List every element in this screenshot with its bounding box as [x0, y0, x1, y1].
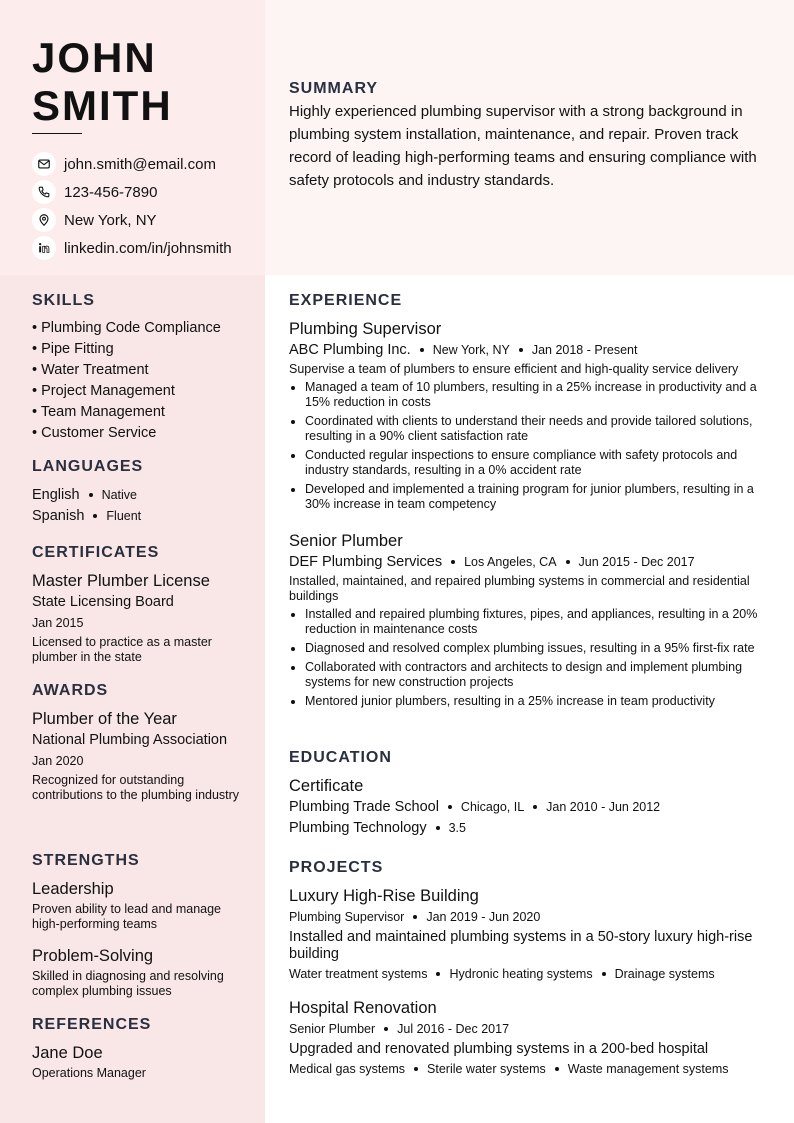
- project-tags: [289, 964, 774, 984]
- job-title: Senior Plumber: [289, 532, 403, 550]
- project-tags: [289, 1059, 774, 1079]
- phone-text: 123-456-7890: [64, 183, 158, 201]
- job-description: Installed, maintained, and repaired plumbing systems in commercial and residential buildings: [289, 574, 750, 603]
- award-description: Recognized for outstanding contributions to the plumbing industry: [32, 773, 240, 802]
- education-meta: [289, 797, 774, 817]
- summary-section: [289, 80, 774, 192]
- bullet-item: Diagnosed and resolved complex plumbing issues, resulting in a 95% first-fix rate: [289, 641, 774, 656]
- project-dates: Jul 2016 - Dec 2017: [397, 1022, 510, 1036]
- project-entry: [289, 885, 774, 984]
- skill-item: • Project Management: [32, 383, 175, 399]
- skill-item: • Team Management: [32, 404, 165, 420]
- education-degree: Certificate: [289, 777, 364, 795]
- project-meta: [289, 907, 774, 927]
- project-description: Upgraded and renovated plumbing systems in a 200-bed hospital: [289, 1041, 709, 1057]
- project-name: Luxury High-Rise Building: [289, 887, 479, 905]
- location-pin-icon: [32, 208, 56, 232]
- project-role: Plumbing Supervisor: [289, 910, 405, 924]
- bullet-item: Managed a team of 10 plumbers, resulting in a 25% increase in productivity and a 15% reduction in costs: [289, 380, 774, 410]
- experience-heading: EXPERIENCE: [289, 292, 403, 309]
- separator-dot: [413, 915, 417, 919]
- skill-item: • Plumbing Code Compliance: [32, 320, 221, 336]
- project-tag: Waste management systems: [567, 1062, 729, 1076]
- linkedin-icon: [32, 236, 56, 260]
- job-location: Los Angeles, CA: [464, 555, 557, 569]
- summary-text: Highly experienced plumbing supervisor with a strong background in plumbing system installation, maintenance, and repair. Proven track record of leading high-performing teams and ensuring compliance with safety protocols and industry standards.: [289, 103, 757, 189]
- summary-heading: SUMMARY: [289, 80, 379, 97]
- reference-name: Jane Doe: [32, 1044, 103, 1062]
- strength-description: Proven ability to lead and manage high-performing teams: [32, 902, 222, 931]
- awards-heading: AWARDS: [32, 682, 109, 699]
- email-text: john.smith@email.com: [64, 155, 216, 173]
- references-heading: REFERENCES: [32, 1016, 152, 1033]
- job-company: ABC Plumbing Inc.: [289, 342, 411, 358]
- language-name: English: [32, 486, 80, 503]
- awards-section: [32, 682, 247, 803]
- projects-section: [289, 859, 774, 984]
- education-location: Chicago, IL: [460, 800, 525, 814]
- language-level: Native: [101, 487, 137, 502]
- education-section: [289, 749, 774, 838]
- separator-dot: [436, 972, 440, 976]
- project-dates: Jan 2019 - Jun 2020: [426, 910, 541, 924]
- project-tag: Water treatment systems: [289, 967, 428, 981]
- project-tag: Medical gas systems: [289, 1062, 406, 1076]
- linkedin-text: linkedin.com/in/johnsmith: [64, 239, 232, 257]
- separator-dot: [533, 805, 537, 809]
- education-dates: Jan 2010 - Jun 2012: [546, 800, 661, 814]
- separator-dot: [566, 560, 570, 564]
- separator-dot: [420, 348, 424, 352]
- name-divider: [32, 133, 82, 134]
- separator-dot: [436, 826, 440, 830]
- job-dates: Jan 2018 - Present: [531, 343, 638, 357]
- education-school: Plumbing Trade School: [289, 799, 439, 815]
- strengths-heading: STRENGTHS: [32, 852, 140, 869]
- certificate-name: Master Plumber License: [32, 572, 210, 590]
- reference-role: Operations Manager: [32, 1066, 146, 1080]
- first-name: JOHN: [32, 34, 157, 81]
- project-tag: Hydronic heating systems: [449, 967, 593, 981]
- separator-dot: [451, 560, 455, 564]
- job-location: New York, NY: [432, 343, 510, 357]
- skill-item: • Water Treatment: [32, 362, 149, 378]
- job-title: Plumbing Supervisor: [289, 320, 442, 338]
- bullet-item: Mentored junior plumbers, resulting in a 25% increase in team productivity: [289, 694, 774, 709]
- award-issuer: National Plumbing Association: [32, 732, 228, 748]
- languages-heading: LANGUAGES: [32, 458, 144, 475]
- education-gpa: 3.5: [448, 821, 466, 835]
- project-entry: [289, 997, 774, 1079]
- separator-dot: [89, 493, 93, 497]
- strength-name: Leadership: [32, 880, 114, 898]
- separator-dot: [448, 805, 452, 809]
- contact-list: [32, 150, 232, 262]
- projects-heading: PROJECTS: [289, 859, 384, 876]
- experience-section: [289, 292, 774, 516]
- certificates-heading: CERTIFICATES: [32, 544, 160, 561]
- separator-dot: [519, 348, 523, 352]
- phone-icon: [32, 180, 56, 204]
- strength-description: Skilled in diagnosing and resolving complex plumbing issues: [32, 969, 224, 998]
- education-field-row: [289, 818, 774, 838]
- job-meta: [289, 552, 774, 572]
- strengths-section: [32, 852, 247, 999]
- references-section: [32, 1016, 247, 1081]
- contact-email[interactable]: [32, 150, 232, 178]
- project-description: Installed and maintained plumbing systems in a 50-story luxury high-rise building: [289, 929, 753, 962]
- skills-heading: SKILLS: [32, 292, 95, 309]
- skills-section: [32, 292, 247, 444]
- job-description: Supervise a team of plumbers to ensure efficient and high-quality service delivery: [289, 362, 739, 376]
- project-role: Senior Plumber: [289, 1022, 376, 1036]
- separator-dot: [555, 1067, 559, 1071]
- education-heading: EDUCATION: [289, 749, 392, 766]
- certificate-issuer: State Licensing Board: [32, 594, 174, 610]
- language-item: [32, 505, 247, 526]
- contact-phone[interactable]: [32, 178, 232, 206]
- languages-section: [32, 458, 247, 526]
- job-entry: [289, 318, 774, 512]
- bullet-item: Developed and implemented a training program for junior plumbers, resulting in a 30% increase in team competency: [289, 482, 774, 512]
- certificate-description: Licensed to practice as a master plumber in the state: [32, 635, 212, 664]
- mail-icon: [32, 152, 56, 176]
- contact-linkedin[interactable]: [32, 234, 232, 262]
- strength-name: Problem-Solving: [32, 947, 154, 965]
- bullet-item: Installed and repaired plumbing fixtures, pipes, and appliances, resulting in a 20% reduction in maintenance costs: [289, 607, 774, 637]
- certificates-section: [32, 544, 247, 665]
- job-dates: Jun 2015 - Dec 2017: [578, 555, 695, 569]
- skill-item: • Customer Service: [32, 425, 157, 441]
- candidate-name: [32, 34, 173, 130]
- job-bullets: [289, 607, 774, 709]
- job-meta: [289, 340, 774, 360]
- award-name: Plumber of the Year: [32, 710, 177, 728]
- separator-dot: [602, 972, 606, 976]
- contact-location: [32, 206, 232, 234]
- project-meta: [289, 1019, 774, 1039]
- language-name: Spanish: [32, 507, 85, 524]
- separator-dot: [384, 1027, 388, 1031]
- last-name: SMITH: [32, 82, 173, 129]
- bullet-item: Collaborated with contractors and architects to design and implement plumbing systems for new construction projects: [289, 660, 774, 690]
- job-entry: [289, 530, 774, 713]
- language-item: [32, 484, 247, 505]
- project-tag: Sterile water systems: [427, 1062, 546, 1076]
- bullet-item: Coordinated with clients to understand their needs and provide tailored solutions, resulting in a 90% client satisfaction rate: [289, 414, 774, 444]
- separator-dot: [93, 514, 97, 518]
- skill-item: • Pipe Fitting: [32, 341, 114, 357]
- location-text: New York, NY: [64, 211, 157, 229]
- language-level: Fluent: [106, 508, 142, 523]
- award-date: Jan 2020: [32, 754, 84, 768]
- separator-dot: [414, 1067, 418, 1071]
- job-company: DEF Plumbing Services: [289, 554, 443, 570]
- certificate-date: Jan 2015: [32, 616, 84, 630]
- job-bullets: [289, 380, 774, 512]
- project-name: Hospital Renovation: [289, 999, 437, 1017]
- project-tag: Drainage systems: [614, 967, 715, 981]
- education-field: Plumbing Technology: [289, 820, 427, 836]
- bullet-item: Conducted regular inspections to ensure compliance with safety protocols and industry standards, resulting in a 0% accident rate: [289, 448, 774, 478]
